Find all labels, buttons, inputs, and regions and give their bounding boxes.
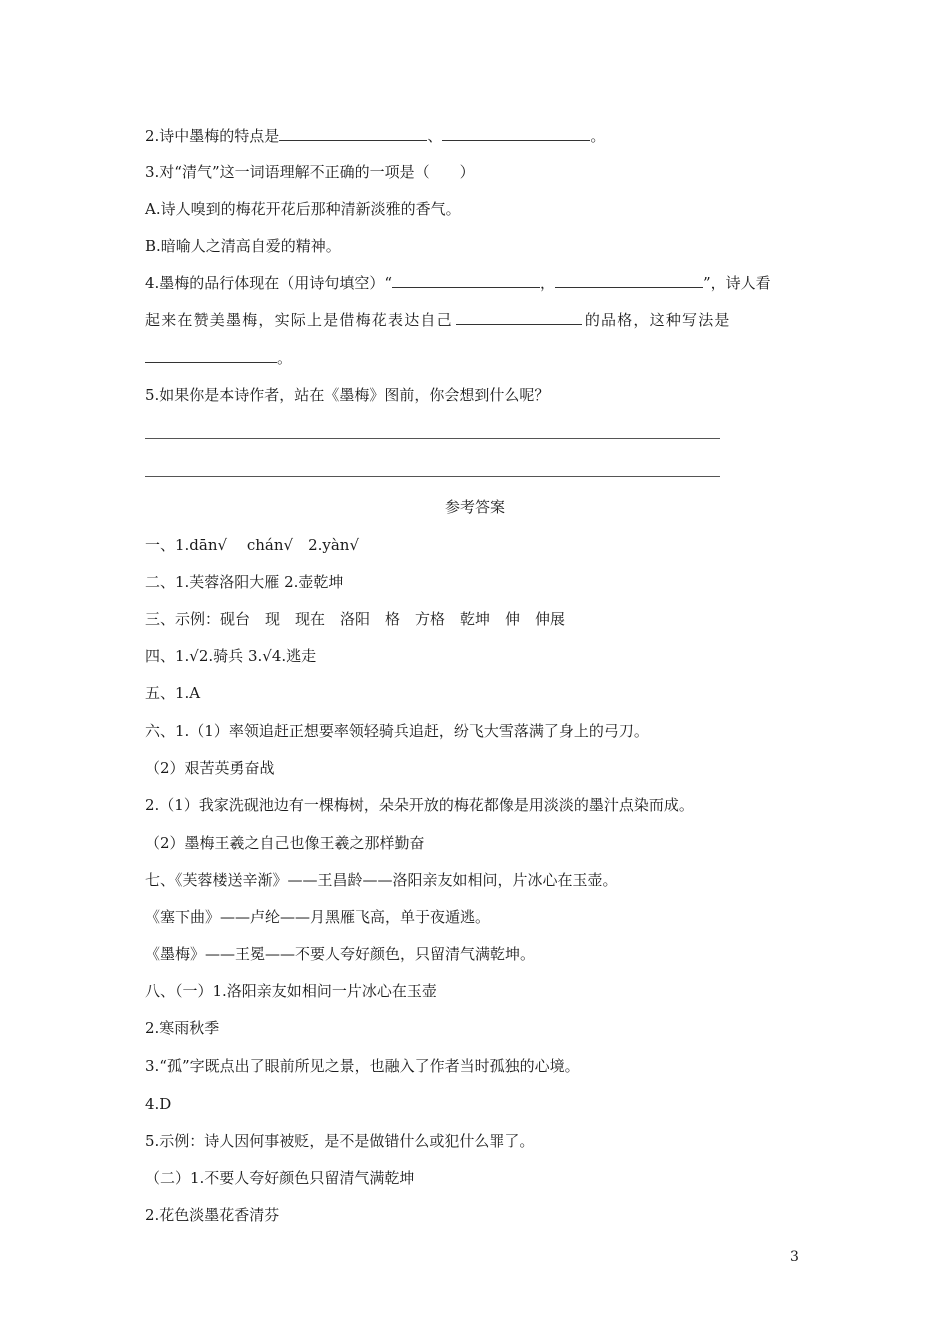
- poem-blank-1[interactable]: [392, 273, 540, 288]
- answer-line-text: 2.花色淡墨花香清芬: [145, 1206, 280, 1224]
- answer-line[interactable]: [145, 438, 720, 439]
- question-2-text: 2.诗中墨梅的特点是: [145, 127, 280, 145]
- question-4-line-2-end: 的品格，这种写法是: [584, 311, 731, 329]
- answer-line[interactable]: [145, 476, 720, 477]
- answer-line-text: 四、1.√2.骑兵 3.√4.逃走: [145, 647, 317, 665]
- question-4-line-3: [145, 348, 292, 368]
- answers-title: 参考答案: [444, 498, 505, 516]
- answer-line-text: 2.寒雨秋季: [145, 1019, 220, 1037]
- answer-line-text: （2）艰苦英勇奋战: [145, 759, 275, 777]
- period: 。: [277, 349, 293, 367]
- separator: ，: [539, 274, 555, 292]
- answer-blank[interactable]: [442, 126, 590, 141]
- page-number: 3: [790, 1249, 799, 1265]
- answer-line-text: 2.（1）我家洗砚池边有一棵梅树，朵朵开放的梅花都像是用淡淡的墨汁点染而成。: [145, 796, 694, 814]
- separator: 、: [427, 127, 443, 145]
- answer-line-text: 七、《芙蓉楼送辛渐》——王昌龄——洛阳亲友如相问，片冰心在玉壶。: [145, 871, 618, 889]
- question-4-start: 4.墨梅的品行体现在（用诗句填空）“: [145, 274, 392, 292]
- answer-blank[interactable]: [279, 126, 427, 141]
- question-3: 3.对“清气”这一词语理解不正确的一项是（ ）: [145, 163, 475, 181]
- answer-line-text: 《塞下曲》——卢纶——月黑雁飞高，单于夜遁逃。: [145, 908, 491, 926]
- period: 。: [590, 127, 606, 145]
- quality-blank[interactable]: [456, 310, 582, 325]
- question-2: [145, 126, 605, 146]
- poem-blank-2[interactable]: [555, 273, 703, 288]
- question-4-line-2-start: 起来在赞美墨梅，实际上是借梅花表达自己: [145, 311, 453, 329]
- question-4-line-2: [145, 310, 731, 330]
- answer-line-text: 3.“孤”字既点出了眼前所见之景，也融入了作者当时孤独的心境。: [145, 1057, 580, 1075]
- question-4-line-1-end: ”，诗人看: [703, 274, 771, 292]
- answer-line-text: 《墨梅》——王冕——不要人夸好颜色，只留清气满乾坤。: [145, 945, 536, 963]
- answer-line-text: 二、1.芙蓉洛阳大雁 2.壶乾坤: [145, 573, 344, 591]
- answer-line-text: 六、1.（1）率领追赶正想要率领轻骑兵追赶，纷飞大雪落满了身上的弓刀。: [145, 722, 649, 740]
- answer-line-text: 5.示例：诗人因何事被贬，是不是做错什么或犯什么罪了。: [145, 1132, 535, 1150]
- answer-line-text: 八、（一）1.洛阳亲友如相问一片冰心在玉壶: [145, 982, 437, 1000]
- answer-line-text: （二）1.不要人夸好颜色只留清气满乾坤: [145, 1169, 415, 1187]
- question-5: 5.如果你是本诗作者，站在《墨梅》图前，你会想到什么呢？: [145, 386, 550, 404]
- option-a: A.诗人嗅到的梅花开花后那种清新淡雅的香气。: [145, 200, 461, 218]
- technique-blank[interactable]: [145, 348, 277, 363]
- answer-line-text: 一、1.dān√ chán√ 2.yàn√: [145, 536, 360, 554]
- answer-line-text: （2）墨梅王羲之自己也像王羲之那样勤奋: [145, 834, 425, 852]
- answer-line-text: 五、1.A: [145, 684, 201, 702]
- option-b: B.暗喻人之清高自爱的精神。: [145, 237, 341, 255]
- question-4-line-1: [145, 273, 771, 293]
- answer-line-text: 4.D: [145, 1095, 172, 1113]
- answer-line-text: 三、示例：砚台 现 现在 洛阳 格 方格 乾坤 伸 伸展: [145, 610, 566, 628]
